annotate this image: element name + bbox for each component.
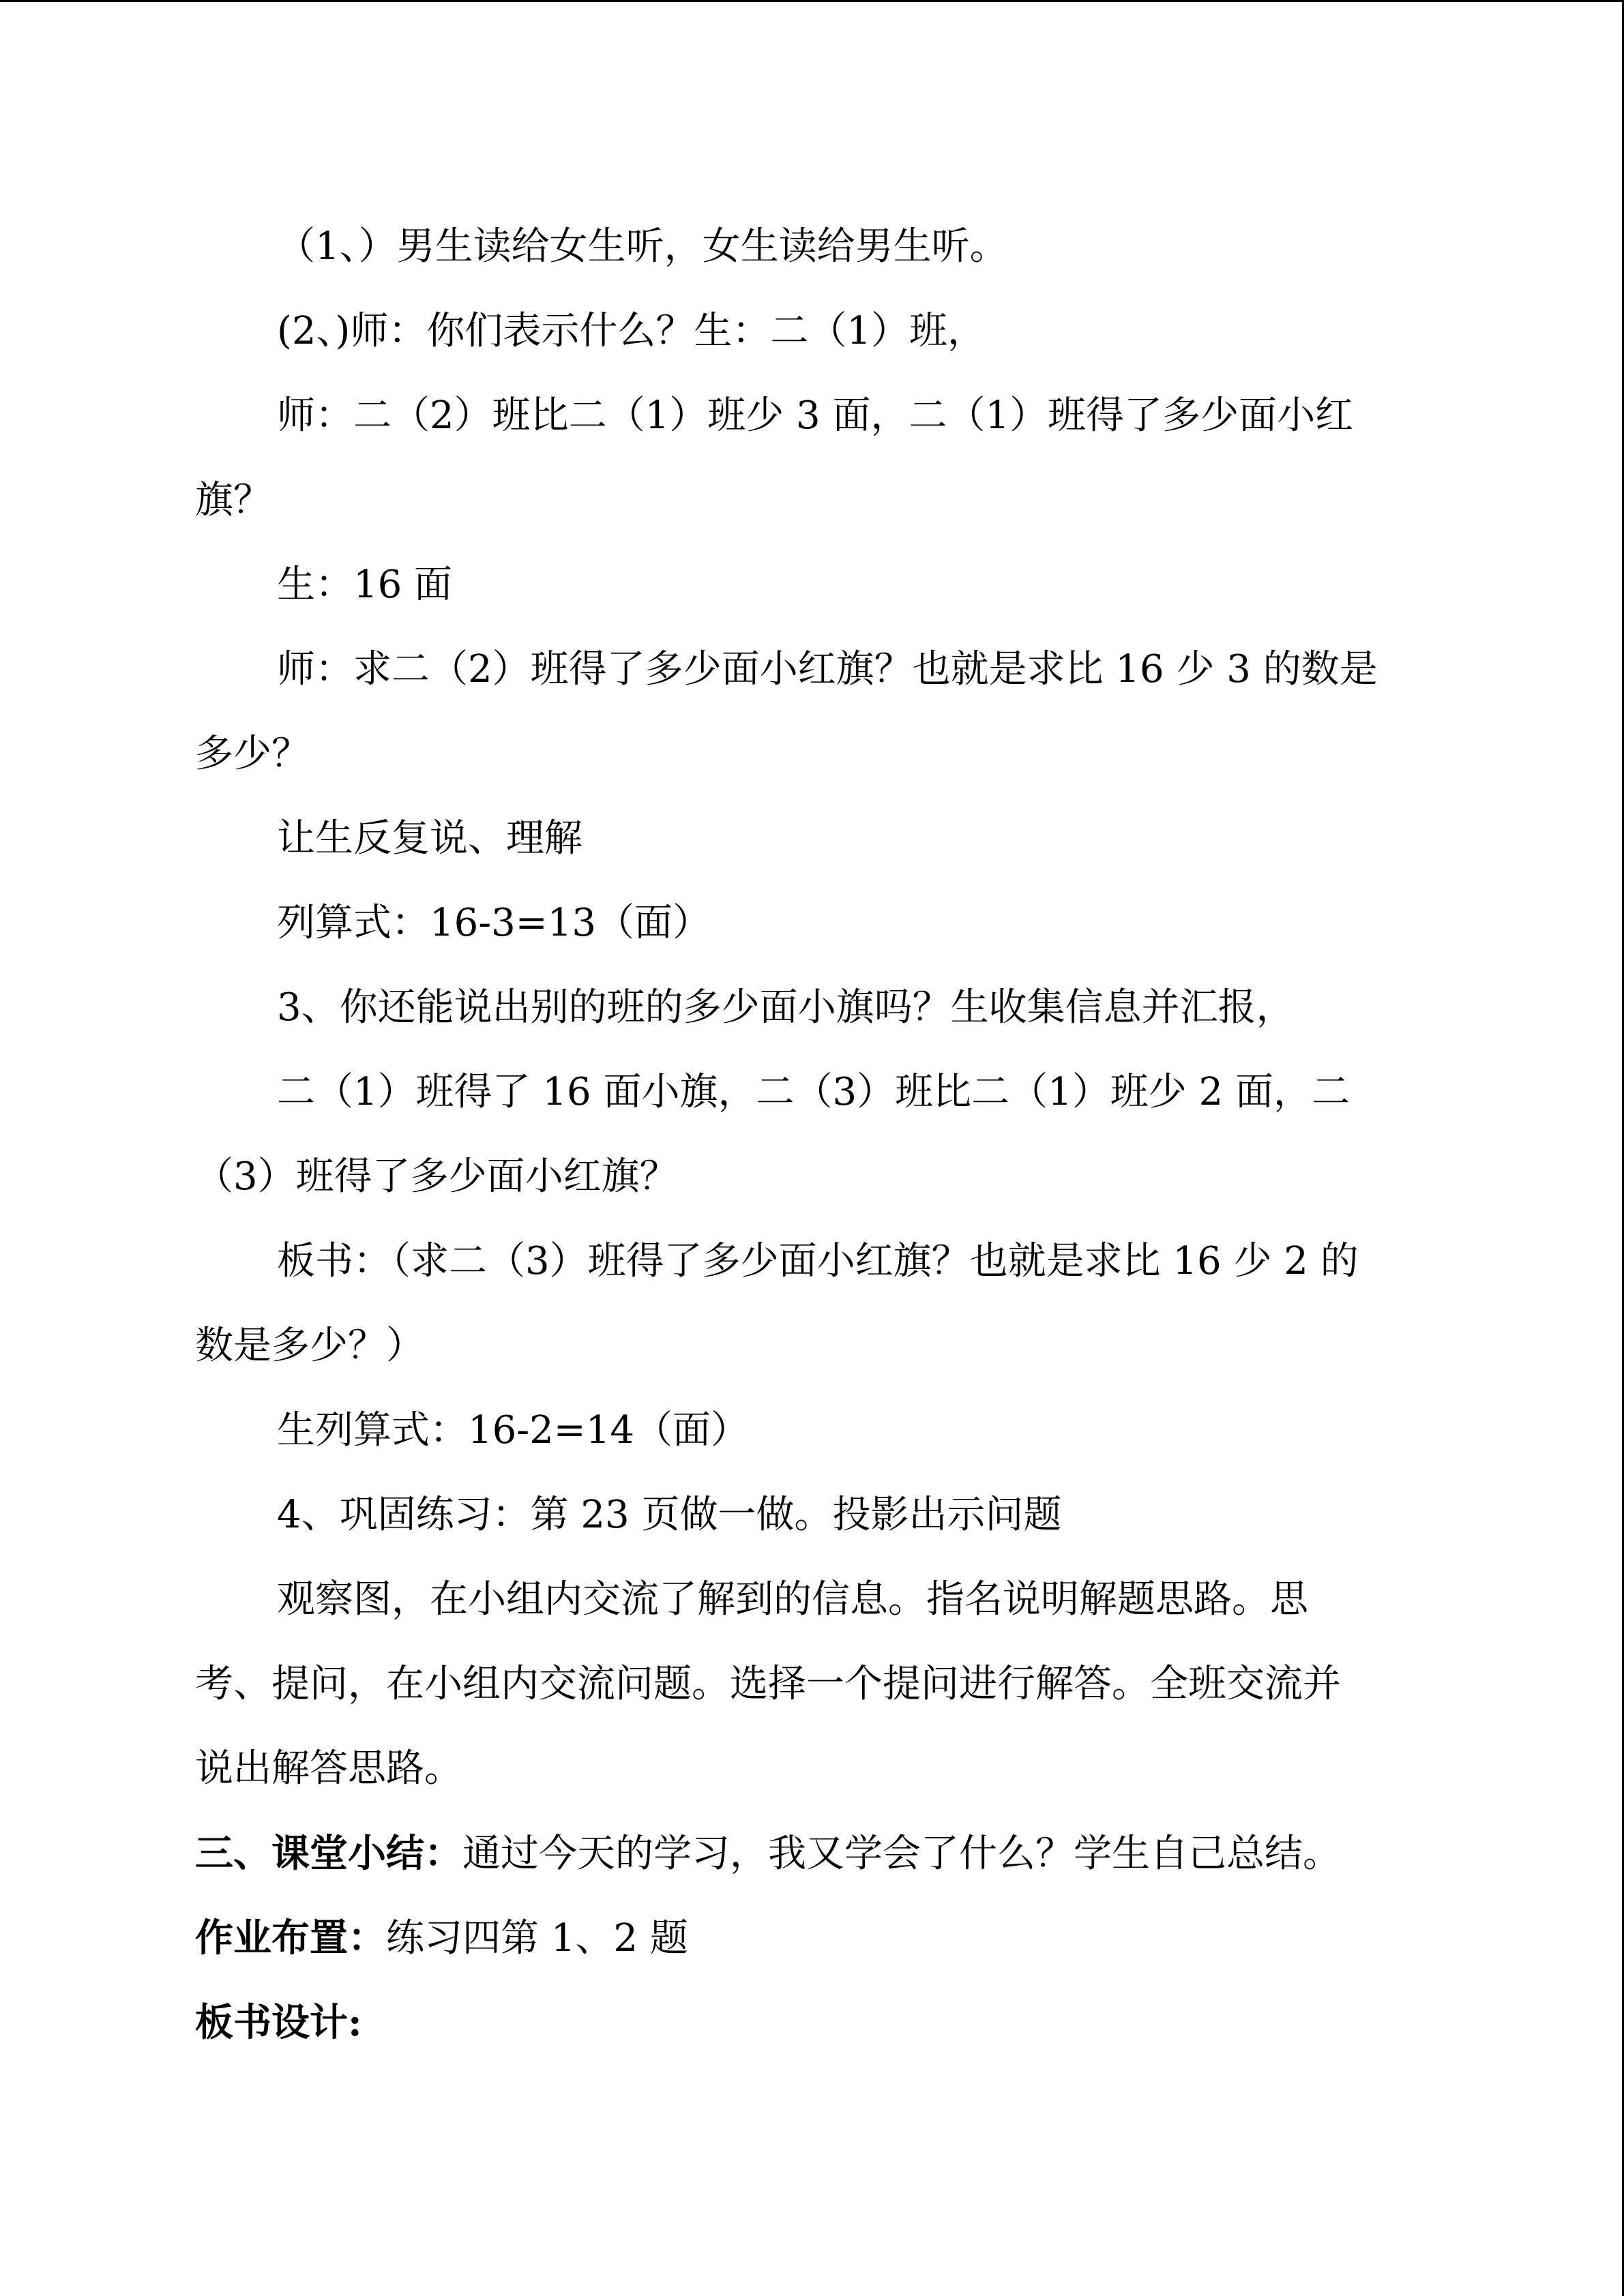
paragraph-line: 旗？ [195,478,271,522]
paragraph-line: （1、）男生读给女生听，女生读给男生听。 [277,224,1008,269]
paragraph-line: (2、)师：你们表示什么？生：二（1）班， [277,309,986,353]
paragraph-line: 师：求二（2）班得了多少面小红旗？也就是求比 16 少 3 的数是 [277,647,1378,691]
paragraph-line: 生：16 面 [277,563,453,607]
paragraph-line: 4、巩固练习：第 23 页做一做。投影出示问题 [277,1493,1062,1537]
board-design-label: 板书设计: [195,2000,362,2045]
page-border-top [0,0,1624,2]
paragraph-line: 多少？ [195,732,310,776]
paragraph-line: 3、你还能说出别的班的多少面小旗吗？生收集信息并汇报， [277,985,1295,1030]
paragraph-line: 说出解答思路。 [195,1746,462,1791]
paragraph-line: 考、提问，在小组内交流问题。选择一个提问进行解答。全班交流并 [195,1662,1341,1706]
homework-assignment [195,1896,1430,1980]
paragraph-line: 生列算式：16-2=14（面） [277,1408,749,1452]
paragraph-line: 板书：（求二（3）班得了多少面小红旗？也就是求比 16 少 2 的 [277,1239,1359,1283]
document-body [195,205,1430,2065]
class-summary-text: 通过今天的学习，我又学会了什么？学生自己总结。 [462,1832,1341,1876]
class-summary-label: 三、课堂小结： [195,1831,462,1876]
homework-label: 作业布置： [195,1915,386,1960]
class-summary [195,1811,1430,1896]
board-design [195,1980,1430,2065]
paragraph-line: 让生反复说、理解 [277,816,582,861]
paragraph-line: 二（1）班得了 16 面小旗，二（3）班比二（1）班少 2 面，二 [277,1070,1350,1114]
homework-text: 练习四第 1、2 题 [386,1916,688,1960]
paragraph-line: （3）班得了多少面小红旗？ [195,1154,678,1199]
paragraph-line: 列算式：16-3=13（面） [277,901,711,945]
paragraph-line: 师：二（2）班比二（1）班少 3 面，二（1）班得了多少面小红 [277,393,1354,438]
paragraph-line: 数是多少？） [195,1324,424,1368]
paragraph-line: 观察图，在小组内交流了解到的信息。指名说明解题思路。思 [277,1577,1308,1622]
